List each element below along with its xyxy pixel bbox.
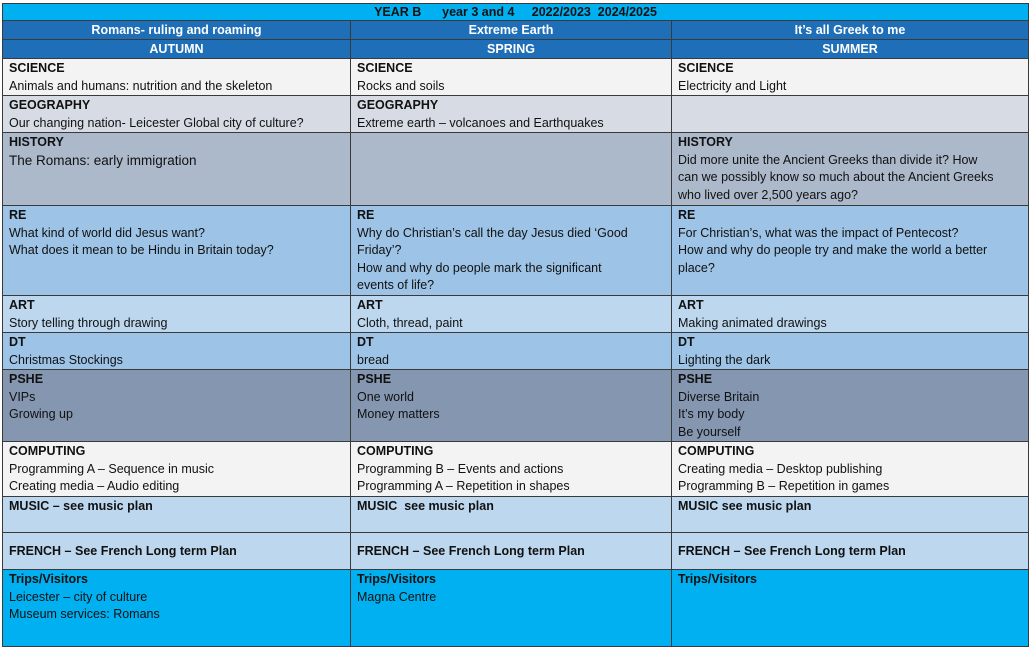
subject-heading: Trips/Visitors bbox=[9, 572, 88, 586]
topic-summer: It’s all Greek to me bbox=[672, 21, 1029, 40]
pshe-row bbox=[3, 370, 1029, 442]
subject-heading: MUSIC – see music plan bbox=[9, 499, 153, 513]
cell-line: who lived over 2,500 years ago? bbox=[678, 187, 858, 202]
science-autumn bbox=[3, 59, 351, 96]
cell-line: Magna Centre bbox=[357, 589, 437, 604]
re-spring bbox=[351, 206, 672, 296]
topic-row bbox=[3, 21, 1029, 40]
cell-line: One world bbox=[357, 389, 414, 404]
subject-heading: DT bbox=[357, 335, 374, 349]
cell-line: Creating media – Audio editing bbox=[9, 479, 180, 493]
art-spring bbox=[351, 296, 672, 333]
cell-line: Leicester – city of culture bbox=[9, 589, 148, 604]
dt-summer bbox=[672, 333, 1029, 370]
art-autumn bbox=[3, 296, 351, 333]
science-row bbox=[3, 59, 1029, 96]
cell-line: Be yourself bbox=[678, 424, 741, 439]
season-row bbox=[3, 40, 1029, 59]
science-summer bbox=[672, 59, 1029, 96]
history-row bbox=[3, 133, 1029, 206]
cell-line: Museum services: Romans bbox=[9, 607, 160, 621]
subject-heading: HISTORY bbox=[678, 135, 733, 149]
computing-summer bbox=[672, 442, 1029, 497]
subject-heading: COMPUTING bbox=[9, 444, 86, 458]
cell-line: Extreme earth – volcanoes and Earthquakes bbox=[357, 115, 604, 130]
cell-line: events of life? bbox=[357, 278, 435, 292]
cell-line: can we possibly know so much about the Ancient Greeks bbox=[678, 170, 994, 184]
art-row bbox=[3, 296, 1029, 333]
curriculum-plan-table bbox=[2, 3, 1029, 647]
art-summer bbox=[672, 296, 1029, 333]
subject-heading: MUSIC see music plan bbox=[678, 499, 812, 513]
subject-heading: DT bbox=[678, 335, 695, 349]
cell-line: Creating media – Desktop publishing bbox=[678, 461, 883, 476]
subject-heading: ART bbox=[357, 298, 383, 312]
re-autumn bbox=[3, 206, 351, 296]
subject-heading: FRENCH – See French Long term Plan bbox=[9, 543, 237, 558]
re-summer bbox=[672, 206, 1029, 296]
re-row bbox=[3, 206, 1029, 296]
trips-spring bbox=[351, 570, 672, 647]
subject-heading: SCIENCE bbox=[357, 61, 413, 75]
cell-line: Christmas Stockings bbox=[9, 352, 123, 367]
cell-line: Programming A – Sequence in music bbox=[9, 461, 214, 476]
science-spring bbox=[351, 59, 672, 96]
subject-heading: RE bbox=[357, 208, 375, 222]
plan-title: YEAR B year 3 and 4 2022/2023 2024/2025 bbox=[3, 4, 1029, 21]
cell-line: Lighting the dark bbox=[678, 352, 771, 367]
trips-autumn bbox=[3, 570, 351, 647]
history-summer bbox=[672, 133, 1029, 206]
dt-row bbox=[3, 333, 1029, 370]
geography-spring bbox=[351, 96, 672, 133]
cell-line: Programming A – Repetition in shapes bbox=[357, 479, 570, 493]
music-spring bbox=[351, 497, 672, 533]
subject-heading: ART bbox=[9, 298, 35, 312]
cell-line: Rocks and soils bbox=[357, 78, 445, 93]
geography-row bbox=[3, 96, 1029, 133]
geography-autumn bbox=[3, 96, 351, 133]
cell-line: Programming B – Repetition in games bbox=[678, 479, 890, 493]
music-autumn bbox=[3, 497, 351, 533]
season-spring: SPRING bbox=[351, 40, 672, 59]
subject-heading: SCIENCE bbox=[9, 61, 65, 75]
season-autumn: AUTUMN bbox=[3, 40, 351, 59]
music-row bbox=[3, 497, 1029, 533]
cell-line: VIPs bbox=[9, 389, 36, 404]
cell-line: place? bbox=[678, 260, 715, 275]
french-spring bbox=[351, 533, 672, 570]
cell-line: What kind of world did Jesus want? bbox=[9, 225, 205, 240]
cell-line: Animals and humans: nutrition and the skeleton bbox=[9, 78, 273, 93]
cell-line: How and why do people mark the significant bbox=[357, 260, 602, 275]
cell-line: Electricity and Light bbox=[678, 78, 787, 93]
cell-line: What does it mean to be Hindu in Britain today? bbox=[9, 243, 274, 257]
subject-heading: GEOGRAPHY bbox=[9, 98, 91, 112]
french-summer bbox=[672, 533, 1029, 570]
cell-line: How and why do people try and make the world a better bbox=[678, 243, 988, 257]
subject-heading: PSHE bbox=[357, 372, 392, 386]
topic-spring: Extreme Earth bbox=[351, 21, 672, 40]
cell-line: Why do Christian’s call the day Jesus died ‘Good bbox=[357, 225, 628, 240]
title-row bbox=[3, 4, 1029, 21]
cell-line: Friday’? bbox=[357, 243, 402, 257]
geography-summer bbox=[672, 96, 1029, 133]
subject-heading: FRENCH – See French Long term Plan bbox=[678, 543, 906, 558]
computing-autumn bbox=[3, 442, 351, 497]
season-summer: SUMMER bbox=[672, 40, 1029, 59]
trips-row bbox=[3, 570, 1029, 647]
computing-spring bbox=[351, 442, 672, 497]
cell-line: Diverse Britain bbox=[678, 389, 760, 404]
cell-line: Growing up bbox=[9, 407, 73, 421]
subject-heading: ART bbox=[678, 298, 704, 312]
subject-heading: RE bbox=[678, 208, 696, 222]
subject-heading: PSHE bbox=[9, 372, 44, 386]
cell-line: It’s my body bbox=[678, 407, 745, 421]
subject-heading: SCIENCE bbox=[678, 61, 734, 75]
subject-heading: COMPUTING bbox=[357, 444, 434, 458]
subject-heading: DT bbox=[9, 335, 26, 349]
cell-line: Story telling through drawing bbox=[9, 315, 168, 330]
trips-summer bbox=[672, 570, 1029, 647]
cell-line: Did more unite the Ancient Greeks than divide it? How bbox=[678, 152, 978, 167]
subject-heading: Trips/Visitors bbox=[357, 572, 436, 586]
dt-spring bbox=[351, 333, 672, 370]
cell-line: Programming B – Events and actions bbox=[357, 461, 564, 476]
history-autumn bbox=[3, 133, 351, 206]
pshe-autumn bbox=[3, 370, 351, 442]
subject-heading: GEOGRAPHY bbox=[357, 98, 439, 112]
french-row bbox=[3, 533, 1029, 570]
subject-heading: Trips/Visitors bbox=[678, 572, 757, 586]
cell-line: Making animated drawings bbox=[678, 315, 827, 330]
subject-heading: FRENCH – See French Long term Plan bbox=[357, 543, 585, 558]
subject-heading: COMPUTING bbox=[678, 444, 755, 458]
dt-autumn bbox=[3, 333, 351, 370]
subject-heading: MUSIC see music plan bbox=[357, 499, 494, 513]
subject-heading: RE bbox=[9, 208, 27, 222]
cell-line: For Christian’s, what was the impact of Pentecost? bbox=[678, 225, 959, 240]
music-summer bbox=[672, 497, 1029, 533]
subject-heading: PSHE bbox=[678, 372, 713, 386]
cell-line: The Romans: early immigration bbox=[9, 152, 197, 168]
cell-line: bread bbox=[357, 352, 389, 367]
computing-row bbox=[3, 442, 1029, 497]
cell-line: Our changing nation- Leicester Global city of culture? bbox=[9, 115, 304, 130]
pshe-spring bbox=[351, 370, 672, 442]
subject-heading: HISTORY bbox=[9, 135, 64, 149]
pshe-summer bbox=[672, 370, 1029, 442]
topic-autumn: Romans- ruling and roaming bbox=[3, 21, 351, 40]
history-spring bbox=[351, 133, 672, 206]
cell-line: Money matters bbox=[357, 407, 440, 421]
cell-line: Cloth, thread, paint bbox=[357, 315, 463, 330]
french-autumn bbox=[3, 533, 351, 570]
